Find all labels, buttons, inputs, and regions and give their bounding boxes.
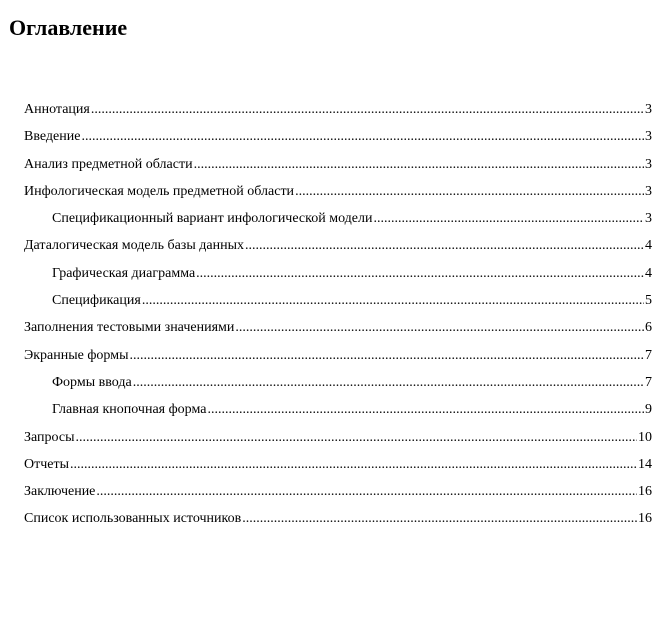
toc-entry[interactable]	[24, 236, 652, 263]
toc-dot-leader	[91, 100, 644, 120]
toc-entry-label: Заключение	[24, 484, 96, 500]
toc-entry[interactable]	[24, 318, 652, 345]
toc-dot-leader	[295, 182, 644, 202]
toc-entry-page: 7	[645, 347, 652, 363]
toc-entry[interactable]	[24, 155, 652, 182]
toc-entry-page: 3	[645, 129, 652, 145]
toc-dot-leader	[130, 346, 645, 366]
toc-subentry[interactable]	[24, 373, 652, 400]
toc-subentry[interactable]	[24, 291, 652, 318]
toc-entry-label: Спецификационный вариант инфологической модели	[52, 211, 373, 227]
toc-subentry[interactable]	[24, 400, 652, 427]
toc-entry-label: Спецификация	[52, 293, 141, 309]
toc-entry-page: 14	[638, 456, 652, 472]
toc-dot-leader	[142, 291, 644, 311]
toc-dot-leader	[207, 400, 644, 420]
toc-entry-page: 10	[638, 429, 652, 445]
toc-entry-label: Отчеты	[24, 456, 70, 472]
toc-entry-page: 3	[645, 102, 652, 117]
toc-entry-label: Список использованных источников	[24, 511, 242, 527]
toc-entry[interactable]	[24, 127, 652, 154]
toc-entry[interactable]	[24, 346, 652, 373]
toc-entry-label: Заполнения тестовыми значениями	[24, 320, 235, 336]
toc-subentry[interactable]	[24, 209, 652, 236]
toc-entry-label: Главная кнопочная форма	[52, 402, 207, 418]
toc-entry[interactable]	[24, 428, 652, 455]
toc-entry-page: 3	[645, 211, 652, 227]
toc-dot-leader	[245, 236, 644, 256]
toc-dot-leader	[133, 373, 644, 393]
toc-entry-label: Инфологическая модель предметной области	[24, 183, 295, 199]
toc-entry[interactable]	[24, 455, 652, 482]
toc-entry-page: 9	[645, 402, 652, 418]
toc-entry-page: 16	[638, 484, 652, 500]
toc-entry-label: Графическая диаграмма	[52, 265, 196, 281]
toc-entry-page: 16	[638, 511, 652, 527]
toc-entry-page: 6	[645, 320, 652, 336]
toc-entry-label: Введение	[24, 129, 81, 145]
toc-entry-page: 3	[645, 156, 652, 172]
table-of-contents	[24, 100, 652, 537]
toc-dot-leader	[235, 318, 644, 338]
toc-entry-page: 4	[645, 238, 652, 254]
toc-entry[interactable]	[24, 182, 652, 209]
toc-entry[interactable]	[24, 100, 652, 127]
toc-entry-label: Экранные формы	[24, 347, 129, 363]
toc-entry[interactable]	[24, 482, 652, 509]
toc-entry-label: Анализ предметной области	[24, 156, 193, 172]
toc-dot-leader	[76, 428, 637, 448]
page-title: Оглавление	[9, 15, 128, 40]
toc-subentry[interactable]	[24, 264, 652, 291]
toc-entry-page: 7	[645, 374, 652, 390]
toc-dot-leader	[373, 209, 644, 229]
toc-entry[interactable]	[24, 509, 652, 536]
toc-entry-label: Даталогическая модель базы данных	[24, 238, 244, 254]
toc-entry-page: 5	[645, 293, 652, 309]
toc-dot-leader	[96, 482, 637, 502]
toc-dot-leader	[242, 509, 637, 529]
toc-dot-leader	[194, 155, 644, 175]
toc-entry-label: Формы ввода	[52, 374, 132, 390]
toc-dot-leader	[70, 455, 637, 475]
toc-dot-leader	[81, 127, 644, 147]
toc-entry-page: 3	[645, 183, 652, 199]
toc-entry-page: 4	[645, 265, 652, 281]
toc-dot-leader	[196, 264, 644, 284]
toc-entry-label: Запросы	[24, 429, 75, 445]
toc-entry-label: Аннотация	[24, 102, 90, 117]
